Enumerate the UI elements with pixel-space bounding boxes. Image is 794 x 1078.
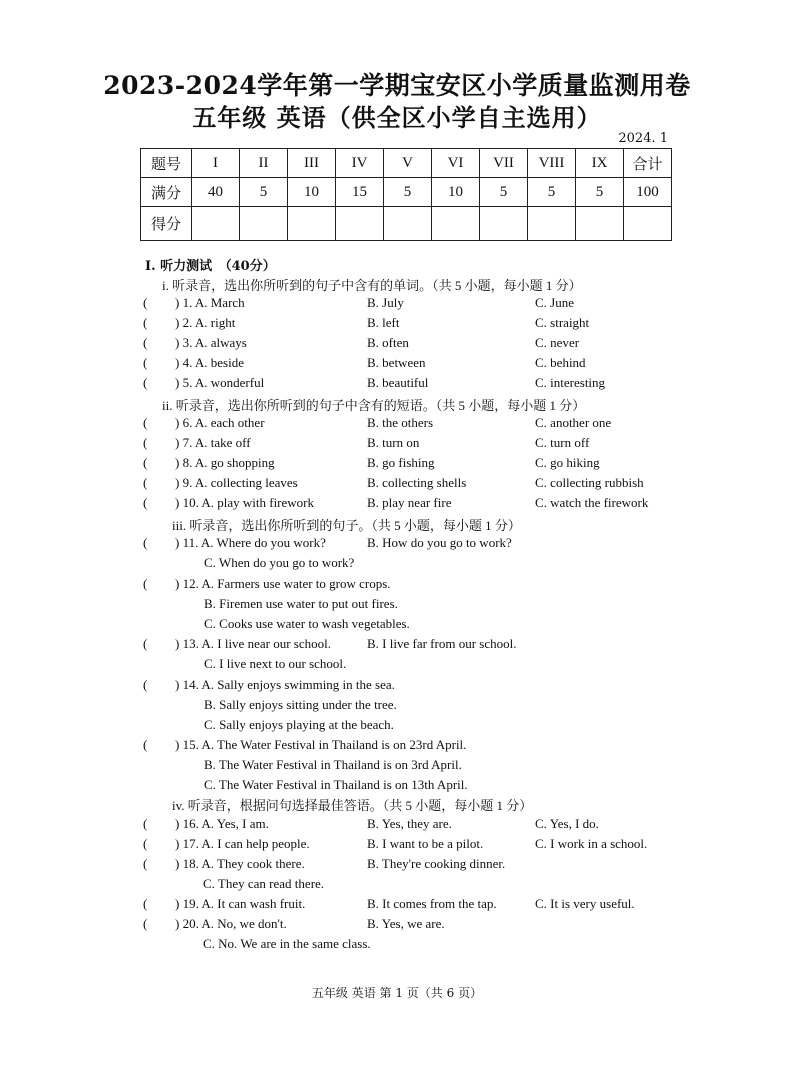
- q7-option-a: ) 7. A. take off: [175, 435, 251, 450]
- col-header: IV: [336, 149, 384, 178]
- score-cell[interactable]: [192, 207, 240, 241]
- full-marks-row: [141, 178, 672, 207]
- q9-option-a: ) 9. A. collecting leaves: [175, 475, 298, 490]
- q1-option-c: C. June: [535, 295, 574, 310]
- answer-blank-4[interactable]: (: [143, 355, 148, 370]
- q16-option-b: B. Yes, they are.: [367, 816, 452, 831]
- score-table: [140, 148, 672, 241]
- exam-subtitle: 五年级 英语（供全区小学自主选用）: [192, 103, 602, 132]
- answer-blank-1[interactable]: (: [143, 295, 148, 310]
- score-cell[interactable]: [480, 207, 528, 241]
- q18-option-c: C. They can read there.: [203, 876, 325, 891]
- full-mark-cell: 15: [336, 178, 384, 207]
- answer-blank-12[interactable]: (: [143, 576, 148, 591]
- q12-option-b: B. Firemen use water to put out fires.: [204, 596, 398, 611]
- q4-option-a: ) 4. A. beside: [175, 355, 244, 370]
- answer-blank-19[interactable]: (: [143, 896, 148, 911]
- answer-blank-5[interactable]: (: [143, 375, 148, 390]
- score-header-row: [141, 149, 672, 178]
- score-cell[interactable]: [432, 207, 480, 241]
- col-header: III: [288, 149, 336, 178]
- score-row: [141, 207, 672, 241]
- q8-option-a: ) 8. A. go shopping: [175, 455, 275, 470]
- q14-option-b: B. Sally enjoys sitting under the tree.: [204, 697, 397, 712]
- score-cell[interactable]: [240, 207, 288, 241]
- score-cell[interactable]: [336, 207, 384, 241]
- col-header: 合计: [624, 149, 672, 178]
- answer-blank-3[interactable]: (: [143, 335, 148, 350]
- q9-option-c: C. collecting rubbish: [535, 475, 644, 490]
- section-listening-title: I. 听力测试 （40分）: [145, 259, 276, 274]
- col-header: IX: [576, 149, 624, 178]
- exam-title: 2023-2024学年第一学期宝安区小学质量监测用卷: [103, 71, 691, 100]
- answer-blank-15[interactable]: (: [143, 737, 148, 752]
- score-cell[interactable]: [384, 207, 432, 241]
- col-header: VIII: [528, 149, 576, 178]
- q5-option-a: ) 5. A. wonderful: [175, 375, 265, 390]
- part-i-instructions: i. 听录音，选出你所听到的句子中含有的单词。（共 5 小题，每小题 1 分）: [162, 278, 582, 293]
- q2-option-a: ) 2. A. right: [175, 315, 236, 330]
- full-mark-cell: 100: [624, 178, 672, 207]
- answer-blank-20[interactable]: (: [143, 916, 148, 931]
- score-cell[interactable]: [576, 207, 624, 241]
- q17-option-b: B. I want to be a pilot.: [367, 836, 484, 851]
- q8-option-c: C. go hiking: [535, 455, 600, 470]
- answer-blank-11[interactable]: (: [143, 535, 148, 550]
- answer-blank-8[interactable]: (: [143, 455, 148, 470]
- q5-option-c: C. interesting: [535, 375, 606, 390]
- q1-option-a: ) 1. A. March: [175, 295, 245, 310]
- row-header: 题号: [141, 149, 192, 178]
- q14-option-a: ) 14. A. Sally enjoys swimming in the sea.: [175, 677, 395, 692]
- q15-option-c: C. The Water Festival in Thailand is on 13th April.: [204, 777, 468, 792]
- part-ii-instructions: ii. 听录音，选出你所听到的句子中含有的短语。（共 5 小题，每小题 1 分）: [162, 398, 586, 413]
- q5-option-b: B. beautiful: [367, 375, 429, 390]
- page-footer: 五年级 英语 第 1 页（共 6 页）: [311, 986, 483, 1000]
- row-header: 满分: [141, 178, 192, 207]
- q15-option-a: ) 15. A. The Water Festival in Thailand is on 23rd April.: [175, 737, 467, 752]
- col-header: V: [384, 149, 432, 178]
- q7-option-c: C. turn off: [535, 435, 590, 450]
- q9-option-b: B. collecting shells: [367, 475, 467, 490]
- answer-blank-18[interactable]: (: [143, 856, 148, 871]
- q7-option-b: B. turn on: [367, 435, 420, 450]
- q4-option-c: C. behind: [535, 355, 586, 370]
- q20-option-b: B. Yes, we are.: [367, 916, 445, 931]
- answer-blank-9[interactable]: (: [143, 475, 148, 490]
- answer-blank-17[interactable]: (: [143, 836, 148, 851]
- q11-option-a: ) 11. A. Where do you work?: [175, 535, 326, 550]
- col-header: VII: [480, 149, 528, 178]
- q10-option-b: B. play near fire: [367, 495, 452, 510]
- answer-blank-6[interactable]: (: [143, 415, 148, 430]
- q18-option-b: B. They're cooking dinner.: [367, 856, 506, 871]
- col-header: I: [192, 149, 240, 178]
- q16-option-c: C. Yes, I do.: [535, 816, 599, 831]
- full-mark-cell: 40: [192, 178, 240, 207]
- q13-option-a: ) 13. A. I live near our school.: [175, 636, 331, 651]
- q20-option-c: C. No. We are in the same class.: [203, 936, 371, 951]
- q13-option-c: C. I live next to our school.: [204, 656, 347, 671]
- col-header: VI: [432, 149, 480, 178]
- q11-option-b: B. How do you go to work?: [367, 535, 512, 550]
- score-cell[interactable]: [528, 207, 576, 241]
- q19-option-c: C. It is very useful.: [535, 896, 635, 911]
- answer-blank-14[interactable]: (: [143, 677, 148, 692]
- full-mark-cell: 5: [576, 178, 624, 207]
- q8-option-b: B. go fishing: [367, 455, 435, 470]
- q3-option-c: C. never: [535, 335, 580, 350]
- q6-option-a: ) 6. A. each other: [175, 415, 265, 430]
- full-mark-cell: 5: [528, 178, 576, 207]
- q16-option-a: ) 16. A. Yes, I am.: [175, 816, 269, 831]
- row-header: 得分: [141, 207, 192, 241]
- full-mark-cell: 10: [432, 178, 480, 207]
- q20-option-a: ) 20. A. No, we don't.: [175, 916, 287, 931]
- answer-blank-13[interactable]: (: [143, 636, 148, 651]
- q18-option-a: ) 18. A. They cook there.: [175, 856, 305, 871]
- q13-option-b: B. I live far from our school.: [367, 636, 517, 651]
- answer-blank-16[interactable]: (: [143, 816, 148, 831]
- q12-option-c: C. Cooks use water to wash vegetables.: [204, 616, 410, 631]
- part-iv-instructions: iv. 听录音，根据问句选择最佳答语。（共 5 小题，每小题 1 分）: [172, 798, 533, 813]
- exam-date: 2024. 1: [618, 131, 668, 146]
- score-cell[interactable]: [624, 207, 672, 241]
- full-mark-cell: 5: [384, 178, 432, 207]
- answer-blank-2[interactable]: (: [143, 315, 148, 330]
- q14-option-c: C. Sally enjoys playing at the beach.: [204, 717, 394, 732]
- answer-blank-7[interactable]: (: [143, 435, 148, 450]
- q2-option-b: B. left: [367, 315, 400, 330]
- q6-option-c: C. another one: [535, 415, 612, 430]
- q19-option-a: ) 19. A. It can wash fruit.: [175, 896, 306, 911]
- q10-option-a: ) 10. A. play with firework: [175, 495, 315, 510]
- q19-option-b: B. It comes from the tap.: [367, 896, 497, 911]
- q17-option-c: C. I work in a school.: [535, 836, 648, 851]
- q17-option-a: ) 17. A. I can help people.: [175, 836, 310, 851]
- q15-option-b: B. The Water Festival in Thailand is on 3rd April.: [204, 757, 462, 772]
- full-mark-cell: 10: [288, 178, 336, 207]
- q4-option-b: B. between: [367, 355, 426, 370]
- q3-option-a: ) 3. A. always: [175, 335, 247, 350]
- part-iii-instructions: iii. 听录音，选出你所听到的句子。（共 5 小题，每小题 1 分）: [172, 518, 521, 533]
- q1-option-b: B. July: [367, 295, 404, 310]
- full-mark-cell: 5: [240, 178, 288, 207]
- full-mark-cell: 5: [480, 178, 528, 207]
- answer-blank-10[interactable]: (: [143, 495, 148, 510]
- q2-option-c: C. straight: [535, 315, 590, 330]
- q10-option-c: C. watch the firework: [535, 495, 649, 510]
- score-cell[interactable]: [288, 207, 336, 241]
- q12-option-a: ) 12. A. Farmers use water to grow crops.: [175, 576, 391, 591]
- q11-option-c: C. When do you go to work?: [204, 555, 355, 570]
- col-header: II: [240, 149, 288, 178]
- q3-option-b: B. often: [367, 335, 409, 350]
- q6-option-b: B. the others: [367, 415, 434, 430]
